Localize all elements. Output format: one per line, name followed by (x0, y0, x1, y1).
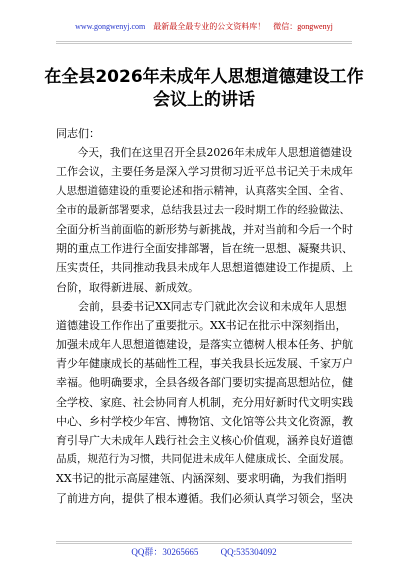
site-footer (0, 547, 408, 558)
text-line: XX书记的批示高屋建瓴、内涵深刻、要求明确，为我们指明 (56, 472, 347, 486)
text-line: 幸福。他明确要求，全县各级各部门要切实提高思想站位，健 (56, 376, 353, 390)
text-line: 青少年健康成长的基础性工程，事关我县长远发展、千家万户 (56, 357, 353, 371)
document-title (40, 66, 368, 112)
text-line: 中心、乡村学校少年宫、博物馆、文化馆等公共文化资源，教 (56, 414, 353, 428)
text-line: 全面分析当前面临的新形势与新挑战，并对当前和今后一个时 (56, 222, 353, 236)
document-body (56, 124, 356, 508)
paragraph-1 (56, 143, 356, 297)
text-line: 加强未成年人思想道德建设，是落实立德树人根本任务、护航 (56, 338, 353, 352)
footer-divider-bottom (56, 543, 352, 544)
text-line: 期的重点工作进行全面安排部署，旨在统一思想、凝聚共识、 (56, 242, 353, 256)
text-line: 道德建设工作作出了重要批示。XX书记在批示中深刻指出， (56, 318, 347, 332)
text-line: 今天，我们在这里召开全县2026年未成年人思想道德建设 (56, 146, 353, 160)
website-link[interactable]: www.gongwenyj.com (75, 22, 146, 31)
paragraph-2 (56, 297, 356, 508)
text-line: 育引导广大未成年人践行社会主义核心价值观，涵养良好道德 (56, 434, 353, 447)
text-line: 压实责任，共同推动我县未成年人思想道德建设工作提质、上 (56, 261, 353, 275)
text-line: 人思想道德建设的重要论述和指示精神，认真落实全国、全省、 (56, 184, 350, 197)
text-line: 台阶，取得新进展、新成效。 (56, 280, 199, 294)
footer-divider-top (56, 541, 352, 542)
text-line: 全学校、家庭、社会协同育人机制，充分用好新时代文明实践 (56, 395, 353, 409)
title-line-2: 会议上的讲话 (153, 90, 255, 110)
title-line-1: 在全县2026年未成年人思想道德建设工作 (44, 67, 364, 87)
text-line: 工作会议，主要任务是深入学习贯彻习近平总书记关于未成年 (56, 165, 353, 179)
site-header (0, 22, 408, 32)
text-line: 全市的最新部署要求，总结我县过去一段时期工作的经验做法、 (56, 203, 350, 216)
salutation: 同志们： (56, 127, 100, 140)
site-slogan: 最新最全最专业的公文资料库！ (153, 22, 266, 31)
header-divider-top (56, 41, 352, 42)
wechat-id: 微信：gongwenyj (273, 22, 333, 31)
qq-group-number: QQ群：30265665 (131, 547, 199, 557)
text-line: 品质，规范行为习惯，共同促进未成年人健康成长、全面发展。 (56, 453, 350, 466)
qq-number: QQ:535304092 (220, 547, 277, 557)
text-line: 了前进方向，提供了根本遵循。我们必须认真学习领会，坚决 (56, 491, 353, 505)
header-divider-bottom (56, 43, 352, 44)
text-line: 会前，县委书记XX同志专门就此次会议和未成年人思想 (56, 299, 347, 313)
